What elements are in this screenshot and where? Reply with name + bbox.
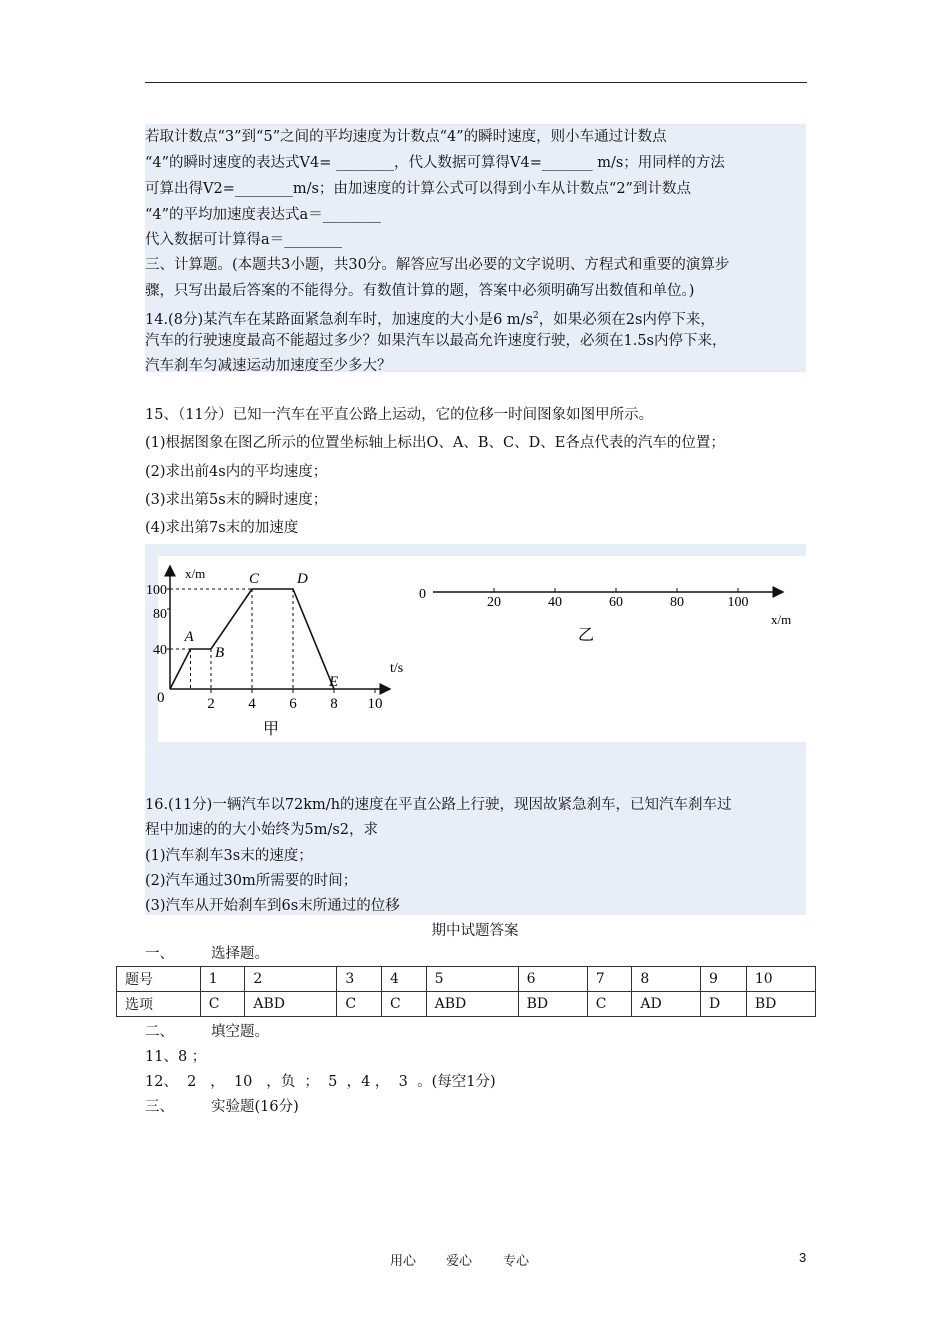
table-answer-cell: AD	[632, 992, 701, 1017]
footer-word-3: 专心	[503, 1254, 530, 1269]
q16-part-2: (2)汽车通过30m所需要的时间；	[145, 873, 358, 889]
q15-part-1: (1)根据图象在图乙所示的位置坐标轴上标出O、A、B、C、D、E各点代表的汽车的位置；	[145, 435, 725, 451]
experiment-text-line-3: 可算出得V2=________m/s；由加速度的计算公式可以得到小车从计数点“2”到计数点	[145, 181, 691, 197]
jia-x-tick-label: 4	[248, 696, 256, 712]
q15-part-4: (4)求出第7s末的加速度	[145, 520, 299, 536]
yi-title: 乙	[578, 627, 595, 644]
q15-part-2: (2)求出前4s内的平均速度；	[145, 464, 328, 480]
experiment-text-line-1: 若取计数点“3”到“5”之间的平均速度为计数点“4”的瞬时速度，则小车通过计数点	[145, 129, 667, 145]
header-rule	[145, 82, 807, 83]
jia-point-label-d: D	[297, 571, 308, 587]
table-header-cell: 9	[701, 967, 747, 992]
table-header-cell: 7	[587, 967, 632, 992]
answers-sec2-text: 填空题。	[211, 1024, 269, 1040]
table-answer-cell: C	[200, 992, 245, 1017]
q14-superscript: 2	[533, 311, 539, 321]
yi-tick-label: 100	[727, 595, 749, 610]
answers-table-header-row	[117, 967, 816, 992]
table-header-cell: 1	[200, 967, 245, 992]
footer-word-2: 爱心	[446, 1254, 473, 1269]
jia-x-tick-label: 2	[207, 696, 215, 712]
answer-11: 11、8 ；	[145, 1049, 207, 1065]
q15-intro: 15、（11分）已知一汽车在平直公路上运动，它的位移一时间图象如图甲所示。	[145, 407, 654, 423]
experiment-text-line-2: “4”的瞬时速度的表达式V4= ________，代人数据可算得V4=_______ m/s；用同样的方法	[145, 155, 725, 171]
answers-table-answer-row	[117, 992, 816, 1017]
jia-point-label-e: E	[329, 674, 339, 690]
q14-line-1	[145, 306, 715, 330]
figure-yi-number-line	[415, 580, 805, 650]
table-answer-cell: ABD	[426, 992, 518, 1017]
jia-x-tick-label: 8	[330, 696, 338, 712]
table-header-cell: 2	[245, 967, 337, 992]
table-row-label: 选项	[117, 992, 201, 1017]
table-answer-cell: ABD	[245, 992, 337, 1017]
jia-title: 甲	[263, 721, 280, 738]
jia-y-axis-label: x/m	[185, 566, 206, 581]
q16-line-2: 程中加速的的大小始终为5m/s2，求	[145, 822, 379, 838]
q16-line-1: 16.(11分)一辆汽车以72km/h的速度在平直公路上行驶，现因故紧急刹车，已知汽车刹车过	[145, 797, 732, 813]
experiment-text-line-5: 代入数据可计算得a＝________	[145, 232, 343, 248]
page-number: 3	[799, 1250, 807, 1265]
jia-x-tick-label: 6	[289, 696, 297, 712]
yi-x-axis-label: x/m	[771, 612, 792, 627]
jia-x-axis-label: t/s	[390, 661, 404, 676]
q14-line-3: 汽车刹车匀减速运动加速度至少多大？	[145, 358, 392, 374]
jia-point-label-b: B	[215, 645, 225, 661]
answers-sec1-num: 一、	[145, 946, 174, 962]
answers-table	[116, 966, 816, 1017]
yi-origin-label: 0	[419, 587, 426, 602]
table-header-cell: 4	[382, 967, 427, 992]
table-answer-cell: D	[701, 992, 747, 1017]
table-answer-cell: BD	[518, 992, 587, 1017]
jia-point-label-c: C	[249, 571, 260, 587]
q16-part-3: (3)汽车从开始刹车到6s末所通过的位移	[145, 898, 400, 914]
q15-part-3: (3)求出第5s末的瞬时速度；	[145, 492, 328, 508]
answer-12: 12、 2 ， 10 ，负 ； 5 ，4 ， 3 。(每空1分)	[145, 1074, 496, 1090]
jia-y-tick-label: 100	[146, 583, 167, 598]
q14-line-1-b: ，如果必须在2s内停下来，	[538, 311, 715, 328]
answers-title: 期中试题答案	[431, 923, 519, 939]
table-header-cell: 10	[746, 967, 815, 992]
table-header-cell: 3	[337, 967, 382, 992]
answers-sec3-num: 三、	[145, 1099, 174, 1115]
jia-point-label-a: A	[184, 629, 194, 645]
table-answer-cell: C	[337, 992, 382, 1017]
section3-heading-line-2: 骤，只写出最后答案的不能得分。有数值计算的题，答案中必须明确写出数值和单位。)	[145, 283, 695, 299]
answers-sec3-text: 实验题(16分)	[211, 1099, 299, 1115]
yi-tick-label: 60	[609, 595, 623, 610]
experiment-text-line-4: “4”的平均加速度表达式a＝________	[145, 207, 381, 223]
table-answer-cell: C	[382, 992, 427, 1017]
footer-word-1: 用心	[390, 1254, 417, 1269]
table-header-cell: 8	[632, 967, 701, 992]
section3-heading-line-1: 三、计算题。(本题共3小题，共30分。解答应写出必要的文字说明、方程式和重要的演算步	[145, 257, 730, 273]
table-header-cell: 5	[426, 967, 518, 992]
answers-sec2-num: 二、	[145, 1024, 174, 1040]
jia-origin-label: 0	[157, 690, 165, 706]
yi-tick-label: 20	[487, 595, 501, 610]
table-answer-cell: C	[587, 992, 632, 1017]
q16-part-1: (1)汽车刹车3s末的速度；	[145, 848, 313, 864]
q14-line-2: 汽车的行驶速度最高不能超过多少？如果汽车以最高允许速度行驶，必须在1.5s内停下来，	[145, 333, 727, 349]
table-header-label: 题号	[117, 967, 201, 992]
jia-y-tick-label: 80	[153, 607, 167, 622]
table-header-cell: 6	[518, 967, 587, 992]
yi-tick-label: 40	[548, 595, 562, 610]
jia-y-tick-label: 40	[153, 643, 167, 658]
yi-tick-label: 80	[670, 595, 684, 610]
jia-x-tick-label: 10	[367, 696, 383, 712]
q14-line-1-a: 14.(8分)某汽车在某路面紧急刹车时，加速度的大小是6 m/s	[145, 311, 534, 328]
table-answer-cell: BD	[746, 992, 815, 1017]
answers-sec1-text: 选择题。	[211, 946, 269, 962]
figure-jia-xt-graph	[135, 556, 405, 746]
